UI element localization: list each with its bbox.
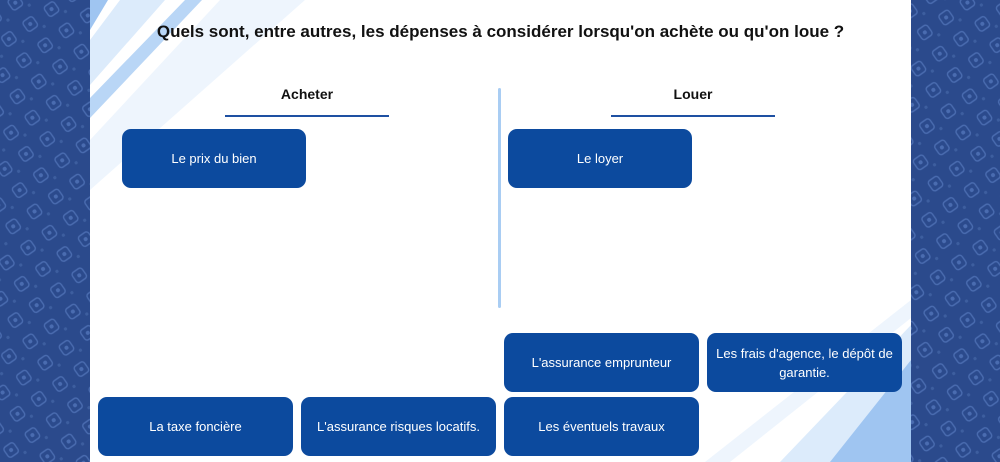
- card-pool-assurance-emprunteur[interactable]: L'assurance emprunteur: [504, 333, 699, 392]
- column-title-rent: Louer: [673, 86, 713, 102]
- card-pool-assurance-risques[interactable]: L'assurance risques locatifs.: [301, 397, 496, 456]
- exercise-panel: [90, 0, 911, 462]
- card-pool-frais-agence[interactable]: Les frais d'agence, le dépôt de garantie.: [707, 333, 902, 392]
- card-buy-price[interactable]: Le prix du bien: [122, 129, 306, 188]
- card-pool-travaux[interactable]: Les éventuels travaux: [504, 397, 699, 456]
- column-underline-buy: [225, 115, 389, 117]
- card-pool-taxe-fonciere[interactable]: La taxe foncière: [98, 397, 293, 456]
- column-underline-rent: [611, 115, 775, 117]
- card-rent-loyer[interactable]: Le loyer: [508, 129, 692, 188]
- column-divider: [498, 88, 501, 308]
- column-title-buy: Acheter: [280, 86, 334, 102]
- question-title: Quels sont, entre autres, les dépenses à considérer lorsqu'on achète ou qu'on loue ?: [156, 22, 845, 41]
